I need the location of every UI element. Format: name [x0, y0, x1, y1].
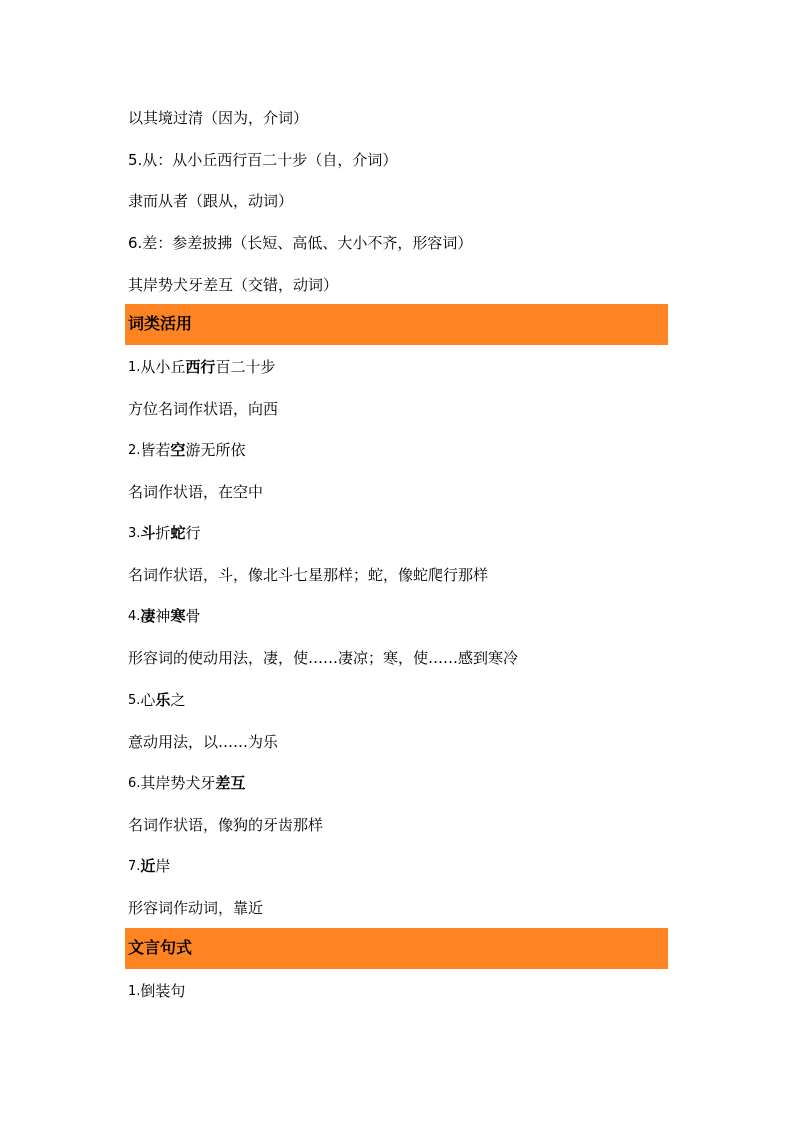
highlighted-word: 斗	[140, 524, 156, 542]
explanation-line: 名词作状语，像狗的牙齿那样	[128, 816, 324, 834]
explanation-line: 名词作状语，斗，像北斗七星那样；蛇，像蛇爬行那样	[128, 566, 489, 584]
text-line: 隶而从者（跟从，动词）	[128, 192, 294, 210]
item-number: 5.	[128, 693, 141, 708]
item-number: 7.	[128, 859, 141, 874]
example-line	[128, 855, 668, 878]
highlighted-word: 寒	[170, 607, 186, 625]
text-line: 以其境过清（因为，介词）	[128, 109, 309, 127]
example-line	[128, 522, 668, 545]
example-line	[128, 980, 668, 1003]
highlighted-word: 乐	[155, 691, 171, 709]
example-text: 岸	[155, 857, 171, 875]
example-text: 骨	[185, 607, 201, 625]
section-title: 文言句式	[128, 938, 193, 957]
item-number: 1.	[128, 984, 141, 999]
example-line	[128, 439, 668, 462]
example-text: 倒装句	[140, 982, 186, 1000]
example-text: 游无所依	[185, 441, 246, 459]
example-text: 心	[140, 691, 156, 709]
example-line	[128, 356, 668, 379]
example-text: 从小丘	[140, 358, 186, 376]
section-header-classical-sentence-patterns	[125, 928, 668, 969]
explanation-line: 意动用法，以……为乐	[128, 733, 279, 751]
section-title: 词类活用	[128, 314, 193, 333]
example-line	[128, 772, 668, 795]
text-line: 5.从：从小丘西行百二十步（自，介词）	[128, 151, 398, 169]
example-line	[128, 605, 668, 628]
item-number: 1.	[128, 360, 141, 375]
highlighted-word: 近	[140, 857, 156, 875]
example-line	[128, 689, 668, 712]
item-number: 2.	[128, 443, 141, 458]
highlighted-word: 西行	[185, 358, 216, 376]
explanation-line: 名词作状语，在空中	[128, 483, 264, 501]
item-number: 4.	[128, 609, 141, 624]
example-text: 百二十步	[215, 358, 276, 376]
example-text: 其岸势犬牙	[140, 774, 216, 792]
highlighted-word: 蛇	[170, 524, 186, 542]
text-line: 6.差：参差披拂（长短、高低、大小不齐，形容词）	[128, 234, 473, 252]
explanation-line: 形容词作动词，靠近	[128, 899, 264, 917]
example-text: 折	[155, 524, 171, 542]
highlighted-word: 空	[170, 441, 186, 459]
section-header-word-class-usage	[125, 304, 668, 345]
explanation-line: 形容词的使动用法，凄，使……凄凉；寒，使……感到寒冷	[128, 649, 519, 667]
example-text: 皆若	[140, 441, 171, 459]
example-text: 行	[185, 524, 201, 542]
example-text: 神	[155, 607, 171, 625]
item-number: 6.	[128, 776, 141, 791]
explanation-line: 方位名词作状语，向西	[128, 400, 279, 418]
highlighted-word: 凄	[140, 607, 156, 625]
text-line: 其岸势犬牙差互（交错，动词）	[128, 276, 339, 294]
example-text: 之	[170, 691, 186, 709]
highlighted-word: 差互	[215, 774, 246, 792]
item-number: 3.	[128, 526, 141, 541]
